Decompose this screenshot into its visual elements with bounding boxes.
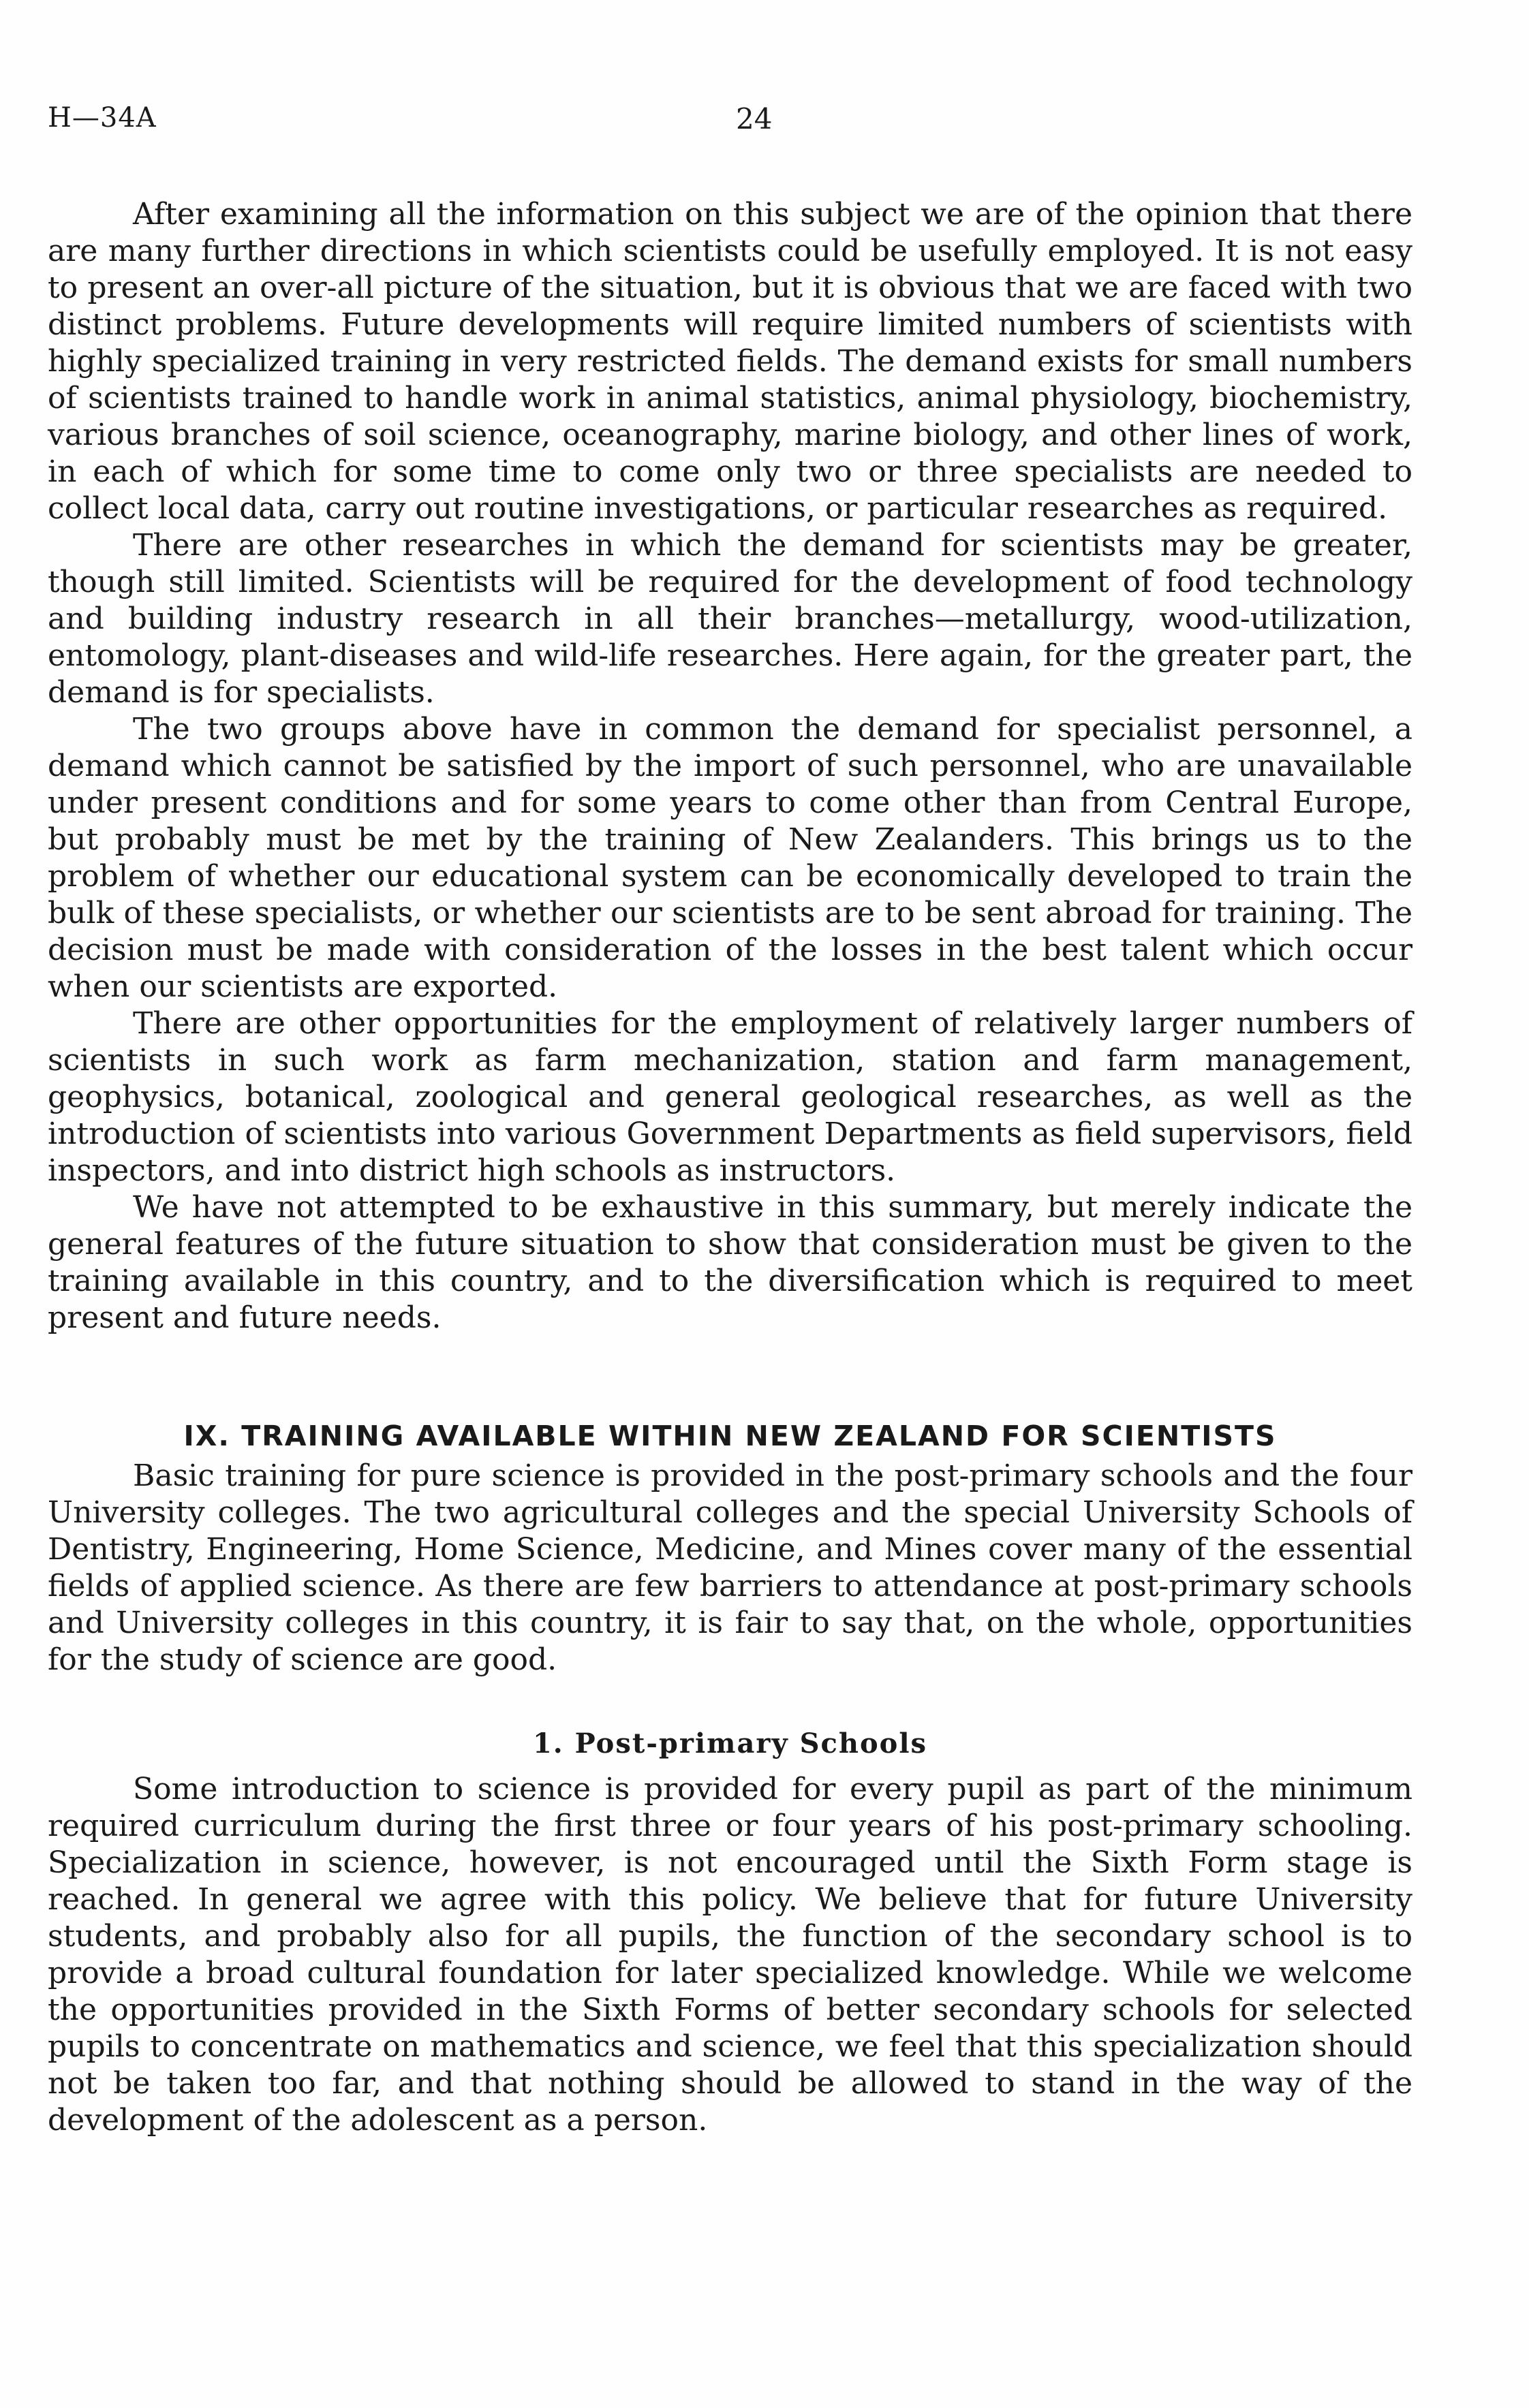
body-paragraph: We have not attempted to be exhaustive in this summary, but merely indicate the general features of the future situation to show that consideration must be given to the training available in this country, and to the diversification which is required to meet present and future needs.	[48, 1190, 1412, 1335]
body-paragraph: There are other opportunities for the employment of relatively larger numbers of scientists in such work as farm mechanization, station and farm management, geophysics, botanical, zoological and general geological researches, as well as the introduction of scientists into various Government Departments as field supervisors, field inspectors, and into district high schools as instructors.	[48, 1006, 1412, 1188]
section-heading: IX. TRAINING AVAILABLE WITHIN NEW ZEALAND FOR SCIENTISTS	[183, 1420, 1277, 1452]
page-content	[48, 196, 1412, 2139]
subsection-heading: 1. Post-primary Schools	[532, 1727, 928, 1760]
subsection-paragraph: Some introduction to science is provided for every pupil as part of the minimum required curriculum during the first three or four years of his post-primary schooling. Specialization in science, however, is not encouraged until the Sixth Form stage is reached. In general we agree with this policy. We believe that for future University students, and probably also for all pupils, the function of the secondary school is to provide a broad cultural foundation for later specialized knowledge. While we welcome the opportunities provided in the Sixth Forms of better secondary schools for selected pupils to concentrate on mathematics and science, we feel that this specialization should not be taken too far, and that nothing should be allowed to stand in the way of the development of the adolescent as a person.	[48, 1772, 1412, 2138]
page-header	[48, 102, 1479, 143]
body-paragraph: There are other researches in which the demand for scientists may be greater, though still limited. Scientists will be required for the development of food technology and building industry research in all their branches—metallurgy, wood-utilization, entomology, plant-diseases and wild-life researches. Here again, for the greater part, the demand is for specialists.	[48, 528, 1412, 710]
document-reference: H—34A	[48, 102, 157, 134]
body-paragraph: The two groups above have in common the demand for specialist personnel, a demand which cannot be satisfied by the import of such personnel, who are unavailable under present conditions and for some years to come other than from Central Europe, but probably must be met by the training of New Zealanders. This brings us to the problem of whether our educational system can be economically developed to train the bulk of these specialists, or whether our scientists are to be sent abroad for training. The decision must be made with consideration of the losses in the best talent which occur when our scientists are exported.	[48, 712, 1412, 1004]
page-number: 24	[736, 102, 773, 136]
section-intro-paragraph: Basic training for pure science is provided in the post-primary schools and the four University colleges. The two agricultural colleges and the special University Schools of Dentistry, Engineering, Home Science, Medicine, and Mines cover many of the essential fields of applied science. As there are few barriers to attendance at post-primary schools and University colleges in this country, it is fair to say that, on the whole, opportunities for the study of science are good.	[48, 1458, 1412, 1677]
body-paragraph: After examining all the information on this subject we are of the opinion that there are many further directions in which scientists could be usefully employed. It is not easy to present an over-all picture of the situation, but it is obvious that we are faced with two distinct problems. Future developments will require limited numbers of scientists with highly specialized training in very restricted fields. The demand exists for small numbers of scientists trained to handle work in animal statistics, animal physiology, biochemistry, various branches of soil science, oceanography, marine biology, and other lines of work, in each of which for some time to come only two or three specialists are needed to collect local data, carry out routine investigations, or particular researches as required.	[48, 197, 1412, 526]
